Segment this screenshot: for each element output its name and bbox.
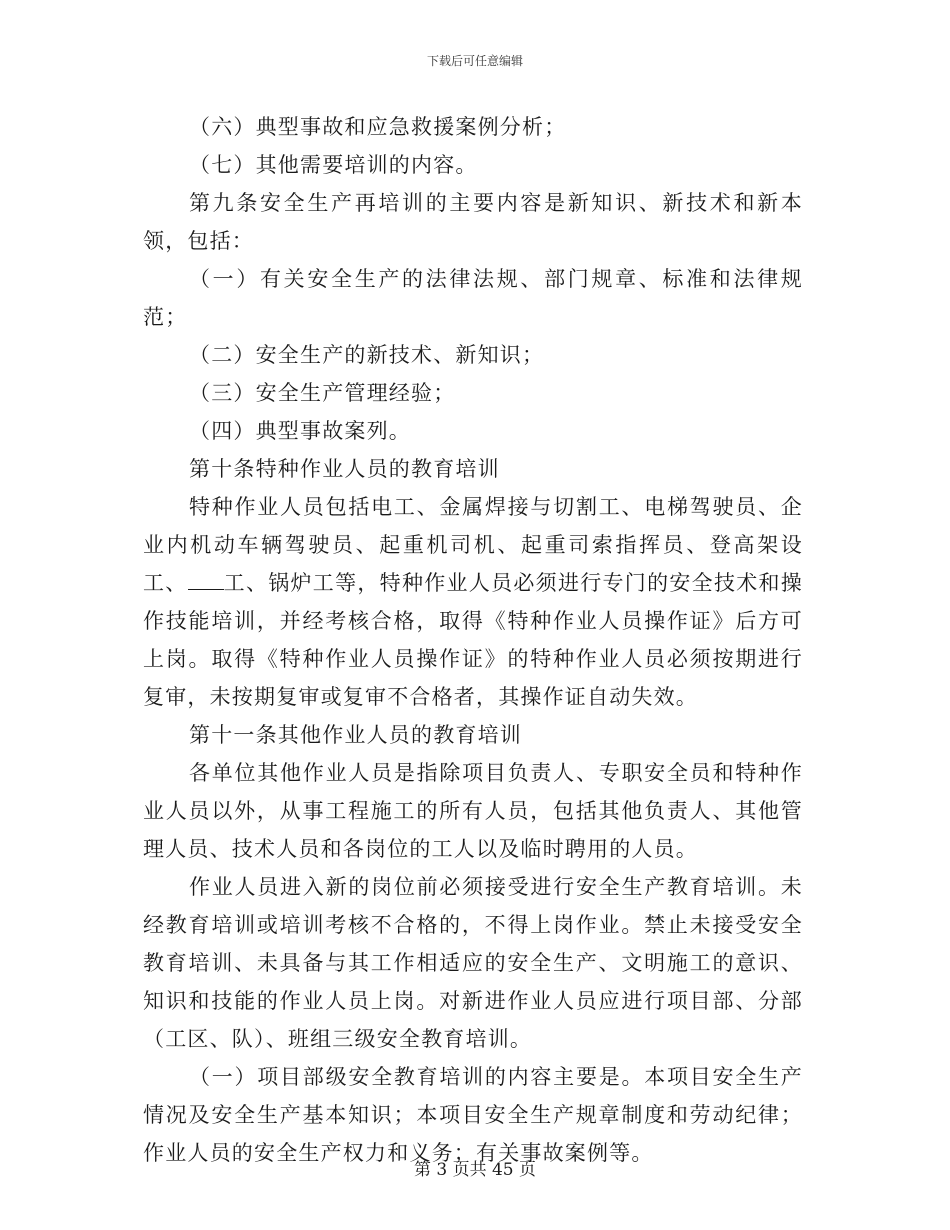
paragraph: （四）典型事故案列。 — [189, 419, 411, 443]
paragraph: （二）安全生产的新技术、新知识； — [189, 343, 545, 367]
section-heading: 第十一条其他作业人员的教育培训 — [189, 723, 522, 747]
paragraph: 各单位其他作业人员是指除项目负责人、专职安全员和特种作业人员以外，从事工程施工的所有人员，包括其他负责人、其他管理人员、技术人员和各岗位的工人以及临时聘用的人员。 — [143, 761, 803, 861]
paragraph — [143, 488, 803, 716]
page-number: 第 3 页共 45 页 — [413, 1160, 537, 1180]
fill-in-blank — [188, 573, 224, 590]
paragraph: 作业人员进入新的岗位前必须接受进行安全生产教育培训。未经教育培训或培训考核不合格的，不得上岗作业。禁止未接受安全教育培训、未具备与其工作相适应的安全生产、文明施工的意识、知识和技能的作业人员上岗。对新进作业人员应进行项目部、分部（工区、队）、班组三级安全教育培训。 — [143, 875, 803, 1051]
document-body — [143, 108, 803, 1172]
paragraph: （一）项目部级安全教育培训的内容主要是。本项目安全生产情况及安全生产基本知识；本项目安全生产规章制度和劳动纪律；作业人员的安全生产权力和义务；有关事故案例等。 — [143, 1065, 803, 1165]
paragraph: （七）其他需要培训的内容。 — [189, 153, 478, 177]
paragraph-text: 工、锅炉工等，特种作业人员必须进行专门的安全技术和操作技能培训，并经考核合格，取得《特种作业人员操作证》后方可上岗。取得《特种作业人员操作证》的特种作业人员必须按期进行复审，未按期复审或复审不合格者，其操作证自动失效。 — [143, 571, 803, 709]
paragraph: （一）有关安全生产的法律法规、部门规章、标准和法律规范； — [143, 267, 803, 329]
paragraph: （三）安全生产管理经验； — [189, 381, 456, 405]
paragraph: 第九条安全生产再培训的主要内容是新知识、新技术和新本领，包括： — [143, 191, 803, 253]
page-header: 下载后可任意编辑 — [426, 54, 523, 68]
paragraph: （六）典型事故和应急救援案例分析； — [189, 115, 567, 139]
section-heading: 第十条特种作业人员的教育培训 — [189, 457, 500, 481]
paragraph-text: 特种作业人员包括电工、金属焊接与切割工、电梯驾驶员、企业内机动车辆驾驶员、起重机司机、起重司索指挥员、登高架设工、 — [143, 495, 803, 595]
